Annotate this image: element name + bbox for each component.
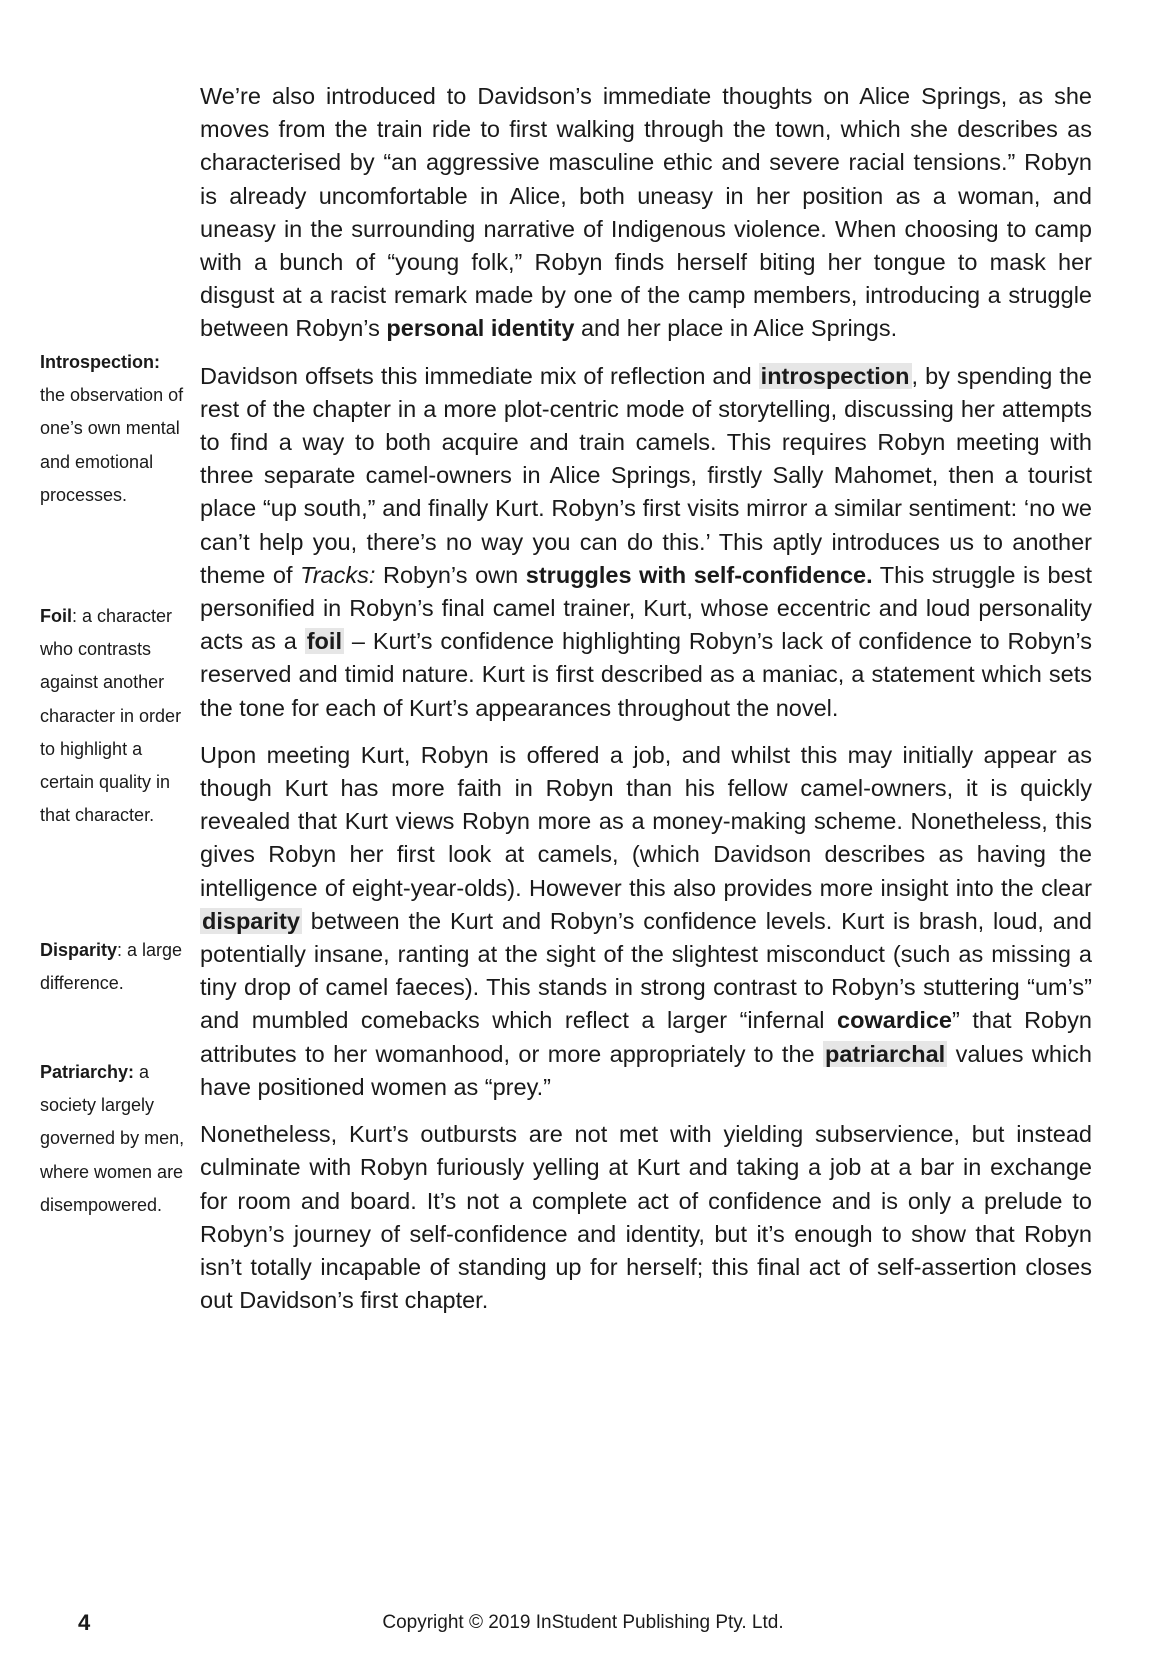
bold-term: personal identity [386, 315, 575, 342]
highlight-introspection: introspection [760, 362, 910, 389]
text: between the Kurt and Robyn’s confidence levels. Kurt is brash, loud, and potentially insane, ranting at the sight of the slightest misconduct (such as missing a tiny drop of camel faeces). This stands in strong contrast to Robyn’s stuttering “um’s” and mumbled comebacks which reflect a larger “infernal [200, 907, 1092, 1034]
bold-term: struggles with self-confidence. [525, 561, 873, 588]
glossary-definition: : a character who contrasts against another character in order to highlight a certain quality in that character. [40, 606, 182, 826]
glossary-introspection [40, 346, 186, 512]
highlight-patriarchal: patriarchal [825, 1040, 946, 1067]
paragraph-2 [200, 360, 1092, 725]
text: , by spending the rest of the chapter in a more plot-centric mode of storytelling, discussing her attempts to find a way to both acquire and train camels. This requires Robyn meeting with three separate camel-owners in Alice Springs, firstly Sally Mahomet, then a tourist place “up south,” and finally Kurt. Robyn’s first visits mirror a similar sentiment: ‘no we can’t help you, there’s no way you can do this.’ This aptly introduces us to another theme of [200, 362, 1092, 588]
text: This struggle is best personified in Robyn’s final camel trainer, Kurt, whose eccentric and loud personality acts as a [200, 561, 1092, 655]
text: Upon meeting Kurt, Robyn is offered a job, and whilst this may initially appear as though Kurt has more faith in Robyn than his fellow camel-owners, it is quickly revealed that Kurt views Robyn more as a money-making scheme. Nonetheless, this gives Robyn her first look at camels, (which Davidson describes as having the intelligence of eight-year-olds). However this also provides more insight into the clear [200, 741, 1092, 901]
text: Robyn’s own [375, 561, 526, 588]
paragraph-3 [200, 739, 1092, 1104]
glossary-disparity [40, 934, 186, 1000]
glossary-term: Foil [40, 606, 72, 626]
paragraph-4 [200, 1118, 1092, 1317]
copyright-notice: Copyright © 2019 InStudent Publishing Pty. Ltd. [382, 1612, 784, 1633]
page-footer [0, 1610, 1166, 1640]
main-text [200, 80, 1092, 1331]
paragraph-1 [200, 80, 1092, 346]
page-number: 4 [78, 1610, 91, 1635]
glossary-patriarchy [40, 1056, 186, 1222]
text: values which have positioned women as “prey.” [200, 1040, 1092, 1100]
highlight-disparity: disparity [202, 907, 300, 934]
glossary-definition: the observation of one’s own mental and emotional processes. [40, 385, 184, 505]
text: – Kurt’s confidence highlighting Robyn’s lack of confidence to Robyn’s reserved and timid nature. Kurt is first described as a maniac, a statement which sets the tone for each of Kurt’s appearances throughout the novel. [200, 628, 1092, 721]
glossary-definition: a society largely governed by men, where women are disempowered. [40, 1062, 185, 1215]
text: Davidson offsets this immediate mix of reflection and [200, 362, 759, 389]
glossary-term: Introspection: [40, 352, 160, 372]
glossary-definition: : a large difference. [40, 940, 183, 994]
text: We’re also introduced to Davidson’s immediate thoughts on Alice Springs, as she moves from the train ride to first walking through the town, which she describes as characterised by “an aggressive masculine ethic and severe racial tensions.” Robyn is already uncomfortable in Alice, both uneasy in her position as a woman, and uneasy in the surrounding narrative of Indigenous violence. When choosing to camp with a bunch of “young folk,” Robyn finds herself biting her tongue to mask her disgust at a racist remark made by one of the camp members, introducing a struggle between Robyn’s [200, 83, 1092, 342]
highlight-foil: foil [306, 628, 342, 655]
bold-term: cowardice [837, 1007, 952, 1034]
text: Nonetheless, Kurt’s outbursts are not met with yielding subservience, but instead culminate with Robyn furiously yelling at Kurt and taking a job at a bar in exchange for room and board. It’s not a complete act of confidence and is only a prelude to Robyn’s journey of self-confidence and identity, but it’s enough to show that Robyn isn’t totally incapable of standing up for herself; this final act of self-assertion closes out Davidson’s first chapter. [200, 1121, 1092, 1314]
glossary-term: Disparity [40, 940, 118, 960]
glossary-foil [40, 600, 186, 832]
text: and her place in Alice Springs. [574, 315, 898, 342]
text: ” that Robyn attributes to her womanhood, or more appropriately to the [200, 1007, 1093, 1067]
italic-title: Tracks: [300, 561, 376, 588]
glossary-term: Patriarchy: [40, 1062, 135, 1082]
